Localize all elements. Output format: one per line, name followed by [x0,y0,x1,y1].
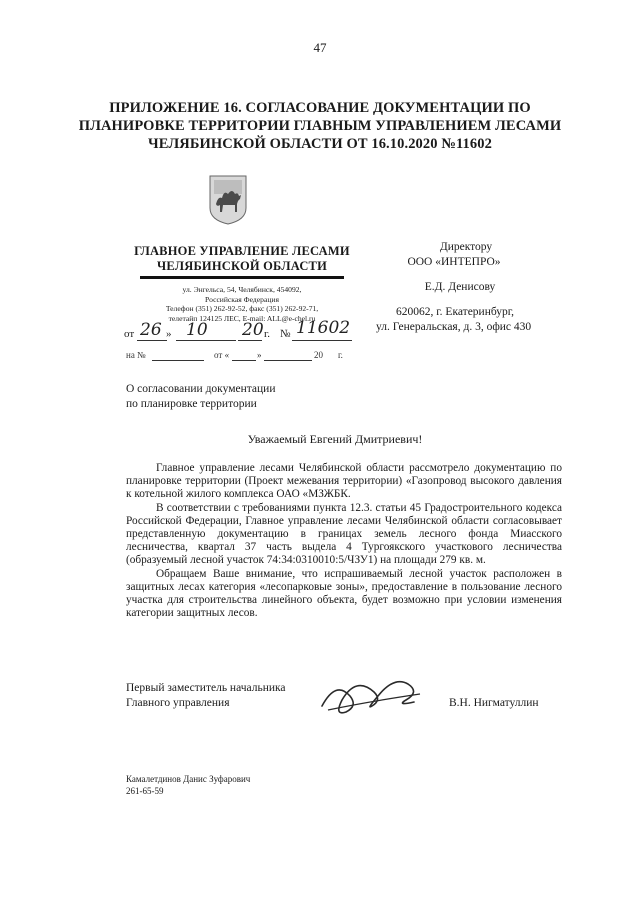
letter-body [126,462,562,620]
org-telex-email: телетайп 124125 ЛЕС, E-mail: ALL@e-chel.ru [168,313,316,323]
page-number: 47 [313,40,327,55]
recipient-address-street: ул. Генеральская, д. 3, офис 430 [376,321,532,333]
signatory-name: В.Н. Нигматуллин [449,697,539,709]
recipient-position: Директору [439,241,493,253]
executor-block [126,774,250,797]
org-underline [140,276,344,279]
ref-to-label: на № [126,350,146,360]
reg-day: 26 [140,320,162,340]
body-paragraph-1: Главное управление лесами Челябинской области рассмотрело документацию по планировке территории (Проект межевания территории) «Газопровод высокого давления к котельной жилого комплекса ОАО «МЗЖБК. [126,462,562,501]
registration-line: от 26 » 10 20 г. № 11602 [124,318,351,340]
reg-number: 11602 [296,318,351,338]
body-paragraph-3: Обращаем Ваше внимание, что испрашиваемый лесной участок расположен в защитных лесах категория «лесопарковые зоны», предоставление в пользование лесного участка для строительства линейного объекта, будет возможно при условии изменения категории защитных лесов. [126,567,562,620]
recipient-block [376,240,584,335]
org-name-line1: ГЛАВНОЕ УПРАВЛЕНИЕ ЛЕСАМИ [134,244,350,258]
letter-subject [126,382,275,412]
signatory-title [126,681,286,711]
ref-suffix: г. [338,350,343,360]
salutation: Уважаемый Евгений Дмитриевич! [247,432,423,446]
reg-number-label: № [280,328,291,340]
org-address: ул. Энгельса, 54, Челябинск, 454092, [182,285,302,294]
org-country: Российская Федерация [205,294,279,304]
reg-from-label: от [124,328,135,340]
ref-mid: » [257,350,262,360]
reg-year: 20 [242,320,264,340]
handwritten-signature [316,666,428,722]
reg-year-suffix: г. [264,328,271,340]
signatory-title-line2: Главного управления [126,697,230,709]
chelyabinsk-camel-emblem-icon [208,174,248,226]
ref-year: 20 [314,350,323,360]
executor-name: Камалетдинов Данис Зуфарович [126,774,251,784]
ref-from-label: от « [214,350,230,360]
organization-header [126,244,358,323]
recipient-name: Е.Д. Денисову [424,281,496,293]
recipient-address-city: 620062, г. Екатеринбург, [396,306,515,318]
org-name-line2: ЧЕЛЯБИНСКОЙ ОБЛАСТИ [156,259,328,273]
signatory-title-line1: Первый заместитель начальника [126,682,286,694]
executor-phone: 261-65-59 [126,785,164,796]
subject-line2: по планировке территории [126,398,257,410]
recipient-company: ООО «ИНТЕПРО» [407,256,501,268]
subject-line1: О согласовании документации [126,383,276,395]
appendix-title: ПРИЛОЖЕНИЕ 16. СОГЛАСОВАНИЕ ДОКУМЕНТАЦИИ ПО ПЛАНИРОВКЕ ТЕРРИТОРИИ ГЛАВНЫМ УПРАВЛЕНИЕМ ЛЕСАМИ ЧЕЛЯБИНСКОЙ ОБЛАСТИ ОТ 16.10.2020 №11602 [78,100,562,152]
body-paragraph-2: В соответствии с требованиями пункта 12.3. статьи 45 Градостроительного кодекса Российской Федерации, Главное управление лесами Челябинской области согласовывает представленную документацию в границах земель лесного фонда Миасского лесничества, квартал 37 часть выдела 4 Тургоякского участкового лесничества (образуемый лесной участок 74:34:0310010:5/ЧЗУ1) на площади 279 кв. м. [126,501,562,567]
reg-month: 10 [186,320,208,340]
official-letter [104,160,566,800]
org-phones: Телефон (351) 262-92-52, факс (351) 262-92-71, [165,304,319,314]
